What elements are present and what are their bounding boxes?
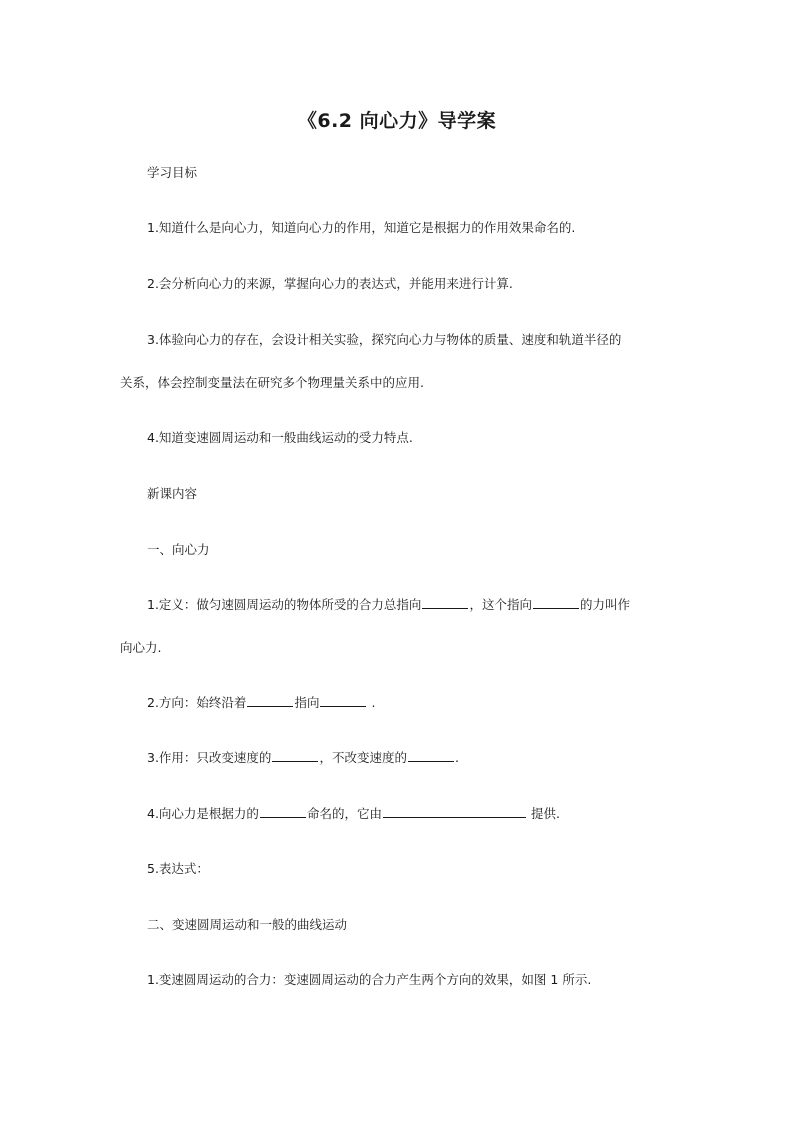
formula-line: 5.表达式：	[147, 861, 209, 876]
goal-item-4: 4.知道变速圆周运动和一般曲线运动的受力特点.	[147, 430, 413, 445]
fill-blank[interactable]	[272, 749, 318, 762]
definition-line-2: 向心力.	[120, 640, 162, 655]
part-2-heading: 二、变速圆周运动和一般的曲线运动	[147, 917, 348, 932]
goal-item-3-line-2: 关系，体会控制变量法在研究多个物理量关系中的应用.	[120, 375, 424, 390]
effect-text-b: ，不改变速度的	[319, 750, 407, 765]
effect-text-a: 3.作用：只改变速度的	[147, 750, 272, 765]
effect-text-c: .	[454, 750, 459, 765]
naming-line	[147, 805, 560, 823]
definition-text-c: 的力叫作	[579, 597, 630, 612]
direction-text-c: .	[371, 695, 376, 710]
fill-blank[interactable]	[422, 596, 468, 609]
section-heading-goals: 学习目标	[147, 165, 198, 180]
fill-blank[interactable]	[260, 805, 306, 818]
definition-text-a: 1.定义：做匀速圆周运动的物体所受的合力总指向	[147, 597, 422, 612]
section-heading-new-content: 新课内容	[147, 486, 198, 501]
goal-item-1: 1.知道什么是向心力，知道向心力的作用，知道它是根据力的作用效果命名的.	[147, 220, 576, 235]
definition-line	[147, 596, 630, 614]
effect-line	[147, 749, 459, 767]
direction-text-a: 2.方向：始终沿着	[147, 695, 247, 710]
naming-text-c: 提供.	[530, 806, 560, 821]
fill-blank[interactable]	[320, 694, 366, 707]
document-title: 《6.2 向心力》导学案	[297, 110, 497, 132]
part-1-heading: 一、向心力	[147, 542, 210, 557]
direction-line	[147, 694, 375, 712]
naming-text-a: 4.向心力是根据力的	[147, 806, 259, 821]
fill-blank[interactable]	[408, 749, 454, 762]
goal-item-2: 2.会分析向心力的来源，掌握向心力的表达式，并能用来进行计算.	[147, 276, 513, 291]
definition-text-b: ，这个指向	[469, 597, 532, 612]
fill-blank[interactable]	[533, 596, 579, 609]
naming-text-b: 命名的，它由	[306, 806, 382, 821]
fill-blank[interactable]	[383, 805, 526, 818]
variable-motion-line: 1.变速圆周运动的合力：变速圆周运动的合力产生两个方向的效果，如图 1 所示.	[147, 972, 592, 987]
goal-item-3-line-1: 3.体验向心力的存在，会设计相关实验，探究向心力与物体的质量、速度和轨道半径的	[147, 332, 622, 347]
fill-blank[interactable]	[247, 694, 293, 707]
direction-text-b: 指向	[294, 695, 320, 710]
